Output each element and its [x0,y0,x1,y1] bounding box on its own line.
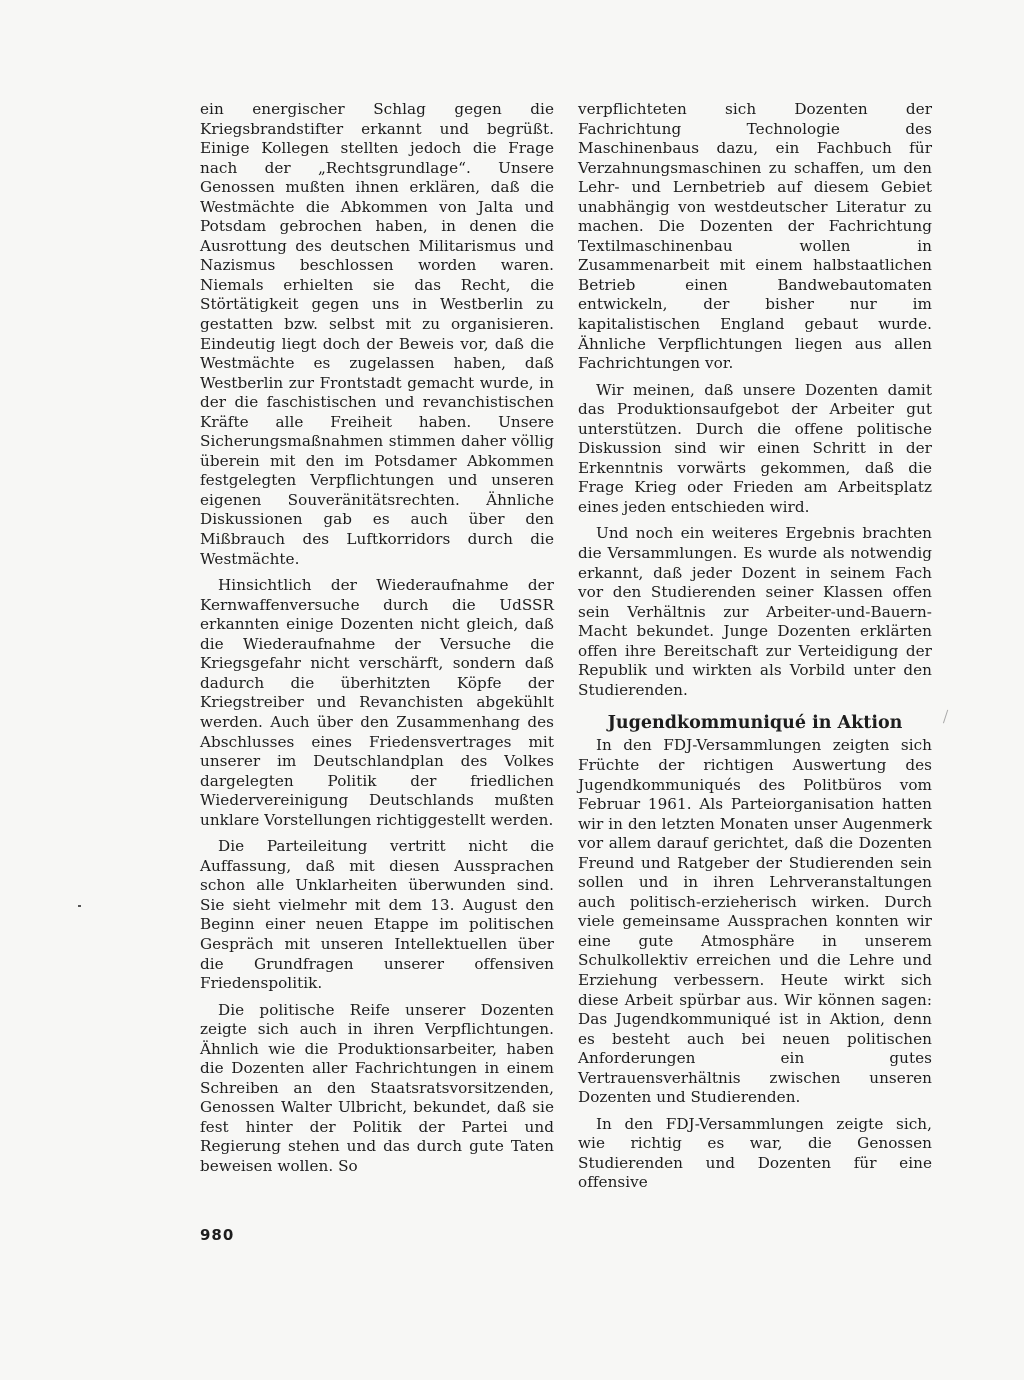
paragraph: verpflichteten sich Dozenten der Fachrichtung Technologie des Maschinenbaus dazu, ein Fachbuch für Verzahnungsmaschinen zu schaffen, um den Lehr- und Lernbetrieb auf diesem Gebiet unabhängig von westdeutscher Literatur zu machen. Die Dozenten der Fachrichtung Textilmaschinenbau wollen in Zusammenarbeit mit einem halbstaatlichen Betrieb einen Bandwebautomaten entwickeln, der bisher nur im kapitalistischen England gebaut wurde. Ähnliche Verpflichtungen liegen aus allen Fachrichtungen vor. [578,100,932,373]
paragraph: ein energischer Schlag gegen die Kriegsbrandstifter erkannt und begrüßt. Einige Kollegen stellten jedoch die Frage nach der „Rechtsgrundlage“. Unsere Genossen mußten ihnen erklären, daß die Westmächte die Abkommen von Jalta und Potsdam gebrochen haben, in denen die Ausrottung des deutschen Militarismus und Nazismus beschlossen worden waren. Niemals erhielten sie das Recht, die Störtätigkeit gegen uns in Westberlin zu gestatten bzw. selbst mit zu organisieren. Eindeutig liegt doch der Beweis vor, daß die Westmächte es zugelassen haben, daß Westberlin zur Frontstadt gemacht wurde, in der die faschistischen und revanchistischen Kräfte alle Freiheit haben. Unsere Sicherungsmaßnahmen stimmen daher völlig überein mit den im Potsdamer Abkommen festgelegten Verpflichtungen und unseren eigenen Souveränitätsrechten. Ähnliche Diskussionen gab es auch über den Mißbrauch des Luftkorridors durch die Westmächte. [200,100,554,568]
paragraph: Die Parteileitung vertritt nicht die Auffassung, daß mit diesen Aussprachen schon alle Unklarheiten überwunden sind. Sie sieht vielmehr mit dem 13. August den Beginn einer neuen Etappe im politischen Gespräch mit unseren Intellektuellen über die Grundfragen unserer offensiven Friedenspolitik. [200,837,554,993]
margin-pencil-mark [943,710,951,725]
paragraph: Die politische Reife unserer Dozenten zeigte sich auch in ihren Verpflichtungen. Ähnlich wie die Produktionsarbeiter, haben die Dozenten aller Fachrichtungen in einem Schreiben an den Staatsratsvorsitzenden, Genossen Walter Ulbricht, bekundet, daß sie fest hinter der Politik der Partei und Regierung stehen und das durch gute Taten beweisen wollen. So [200,1000,554,1175]
section-heading: Jugendkommuniqué in Aktion [607,713,903,734]
paragraph: Hinsichtlich der Wiederaufnahme der Kernwaffenversuche durch die UdSSR erkannten einige Dozenten nicht gleich, daß die Wiederaufnahme der Versuche die Kriegsgefahr nicht verschärft, sondern daß dadurch die überhitzten Köpfe der Kriegstreiber und Revanchisten abgekühlt werden. Auch über den Zusammenhang des Abschlusses eines Friedensvertrages mit unserer im Deutschlandplan des Volkes dargelegten Politik der friedlichen Wiedervereinigung Deutschlands mußten unklare Vorstellungen richtiggestellt werden. [200,576,554,829]
paragraph: Und noch ein weiteres Ergebnis brachten die Versammlungen. Es wurde als notwendig erkannt, daß jeder Dozent in seinem Fach vor den Studierenden seiner Klassen offen sein Verhältnis zur Arbeiter-und-Bauern-Macht bekundet. Junge Dozenten erklärten offen ihre Bereitschaft zur Verteidigung der Republik und wirkten als Vorbild unter den Studierenden. [578,524,932,699]
paragraph: In den FDJ-Versammlungen zeigte sich, wie richtig es war, die Genossen Studierenden und Dozenten für eine offensive [578,1114,932,1192]
margin-speck [78,905,81,907]
page-number: 980 [200,1226,235,1244]
paragraph: In den FDJ-Versammlungen zeigten sich Früchte der richtigen Auswertung des Jugendkommuniqués des Politbüros vom Februar 1961. Als Parteiorganisation hatten wir in den letzten Monaten unser Augenmerk vor allem darauf gerichtet, daß die Dozenten Freund und Ratgeber der Studierenden sein sollen und in ihren Lehrveranstaltungen auch politisch-erzieherisch wirken. Durch viele gemeinsame Aussprachen konnten wir eine gute Atmosphäre in unserem Schulkollektiv erreichen und die Lehre und Erziehung verbessern. Heute wirkt sich diese Arbeit spürbar aus. Wir können sagen: Das Jugendkommuniqué ist in Aktion, denn es besteht auch bei neuen politischen Anforderungen ein gutes Vertrauensverhältnis zwischen unseren Dozenten und Studierenden. [578,736,932,1107]
right-column [578,100,932,1193]
paragraph: Wir meinen, daß unsere Dozenten damit das Produktionsaufgebot der Arbeiter gut unterstützen. Durch die offene politische Diskussion sind wir einen Schritt in der Erkenntnis vorwärts gekommen, daß die Frage Krieg oder Frieden am Arbeitsplatz eines jeden entschieden wird. [578,380,932,516]
left-column [200,100,554,1177]
